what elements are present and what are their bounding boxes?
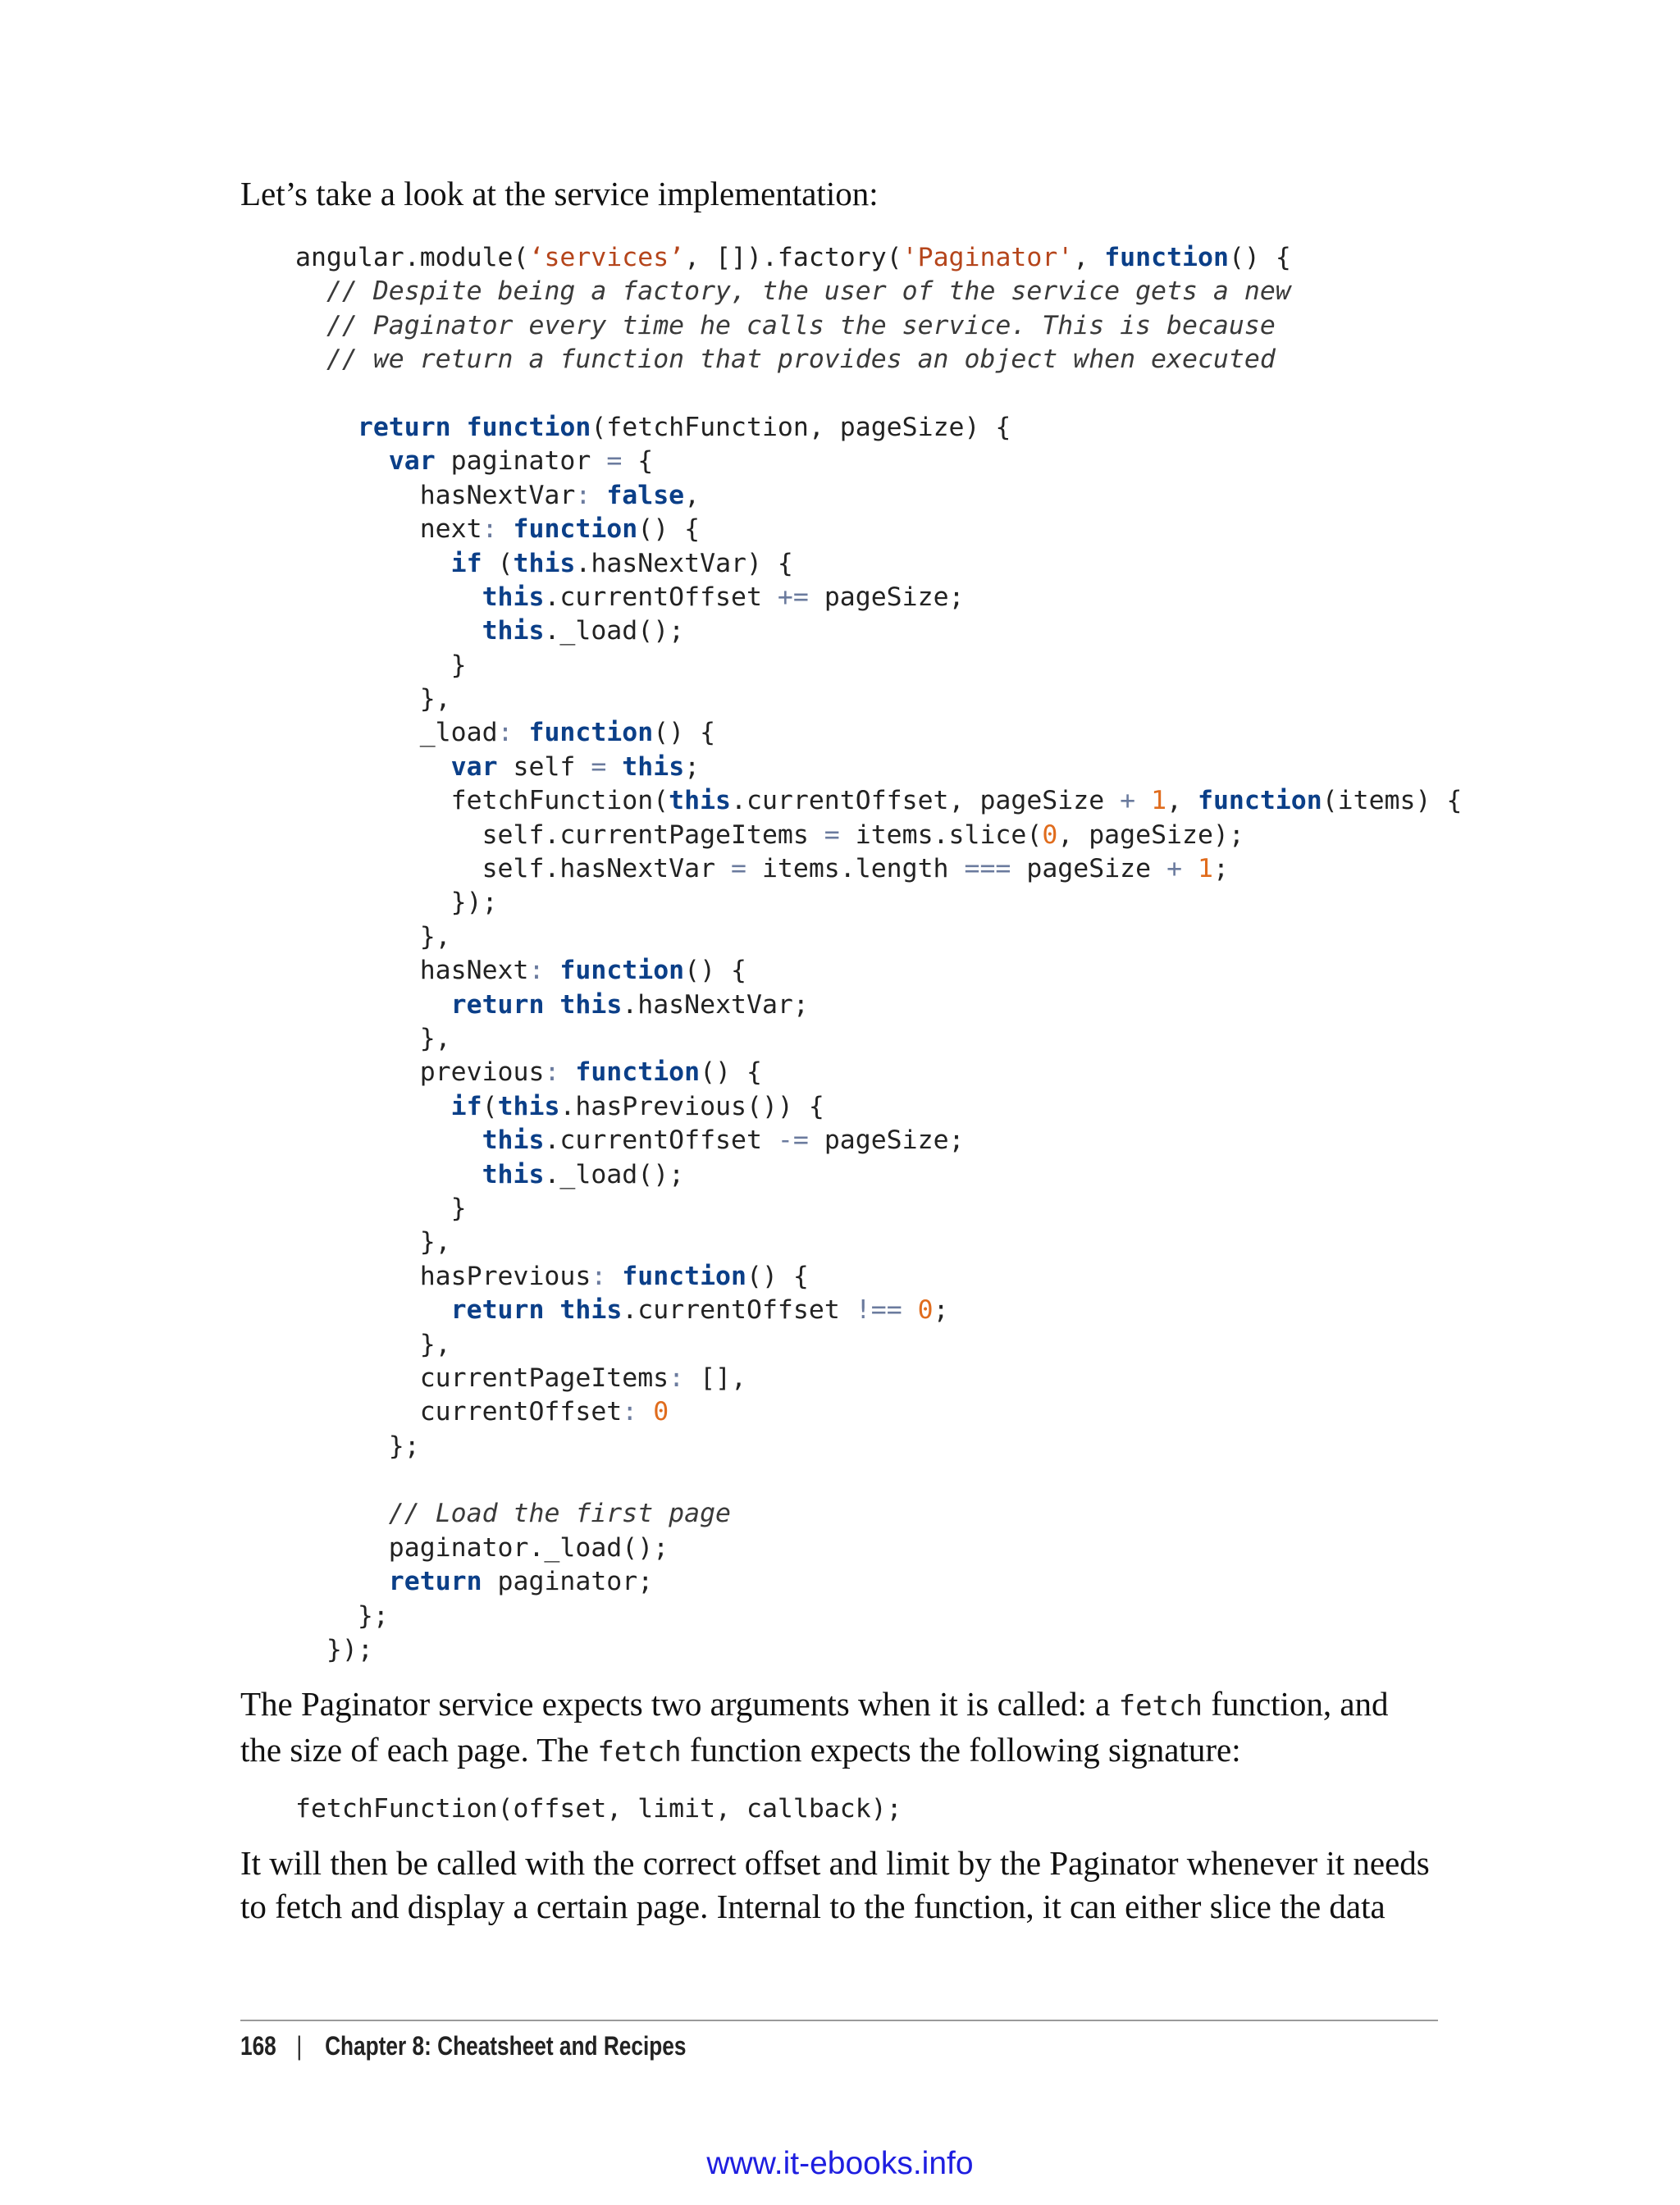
- code-line: [295, 513, 1462, 546]
- paragraph-line: to fetch and display a certain page. Internal to the function, it can either slice the data: [240, 1888, 1386, 1925]
- code-line: [295, 1362, 1462, 1395]
- page-footer: [240, 2031, 686, 2061]
- code-operator: +: [1120, 786, 1136, 816]
- code-text: [],: [684, 1363, 746, 1393]
- code-number: 1: [1198, 854, 1213, 884]
- code-line: [295, 682, 1462, 716]
- code-text: () {: [684, 956, 746, 986]
- code-number: 0: [917, 1295, 934, 1326]
- code-text: [1135, 786, 1151, 815]
- code-keyword: if: [450, 1091, 482, 1121]
- code-string: 'Paginator': [902, 243, 1074, 272]
- code-line: [295, 1565, 1462, 1599]
- code-text: [295, 1295, 451, 1325]
- code-text: ,: [684, 480, 701, 510]
- code-operator: :: [528, 956, 545, 986]
- inline-code-fetch: fetch: [597, 1736, 682, 1769]
- code-text: };: [295, 1600, 389, 1631]
- code-text: paginator;: [482, 1567, 654, 1597]
- code-text: [606, 752, 622, 782]
- code-keyword: return: [450, 1295, 545, 1326]
- code-text: },: [295, 1329, 451, 1359]
- intro-text: Let’s take a look at the service implementation:: [240, 175, 879, 212]
- code-number: 0: [1042, 819, 1058, 850]
- code-text: },: [295, 921, 451, 952]
- code-text: .currentOffset: [544, 582, 778, 612]
- code-text: [544, 1295, 559, 1325]
- code-text: .currentOffset: [622, 1295, 856, 1326]
- code-text: [451, 413, 467, 442]
- code-text: [544, 956, 559, 985]
- code-text: items.slice(: [839, 819, 1043, 850]
- code-string: ‘services’: [528, 243, 685, 272]
- code-text: hasNextVar: [295, 480, 576, 510]
- code-keyword: this: [482, 1159, 545, 1189]
- code-text: () {: [746, 1261, 809, 1291]
- code-line: [295, 1022, 1462, 1056]
- code-keyword: function: [528, 718, 654, 748]
- code-text: angular.module(: [295, 243, 529, 272]
- code-operator: !==: [855, 1295, 902, 1326]
- code-text: [295, 345, 326, 374]
- code-line: [295, 1463, 1462, 1497]
- paragraph-paginator-arguments: [240, 1682, 1438, 1774]
- code-line: [295, 1395, 1462, 1429]
- paragraph-line: It will then be called with the correct offset and limit by the Paginator whenever it needs: [240, 1844, 1430, 1882]
- code-line: [295, 1158, 1462, 1192]
- code-operator: =: [606, 446, 623, 477]
- code-text: .hasNextVar;: [622, 989, 809, 1020]
- page-number: 168: [240, 2031, 276, 2061]
- code-text: });: [295, 1635, 373, 1665]
- code-keyword: function: [622, 1261, 746, 1291]
- code-text: (: [482, 1091, 498, 1121]
- code-operator: :: [669, 1363, 685, 1393]
- code-keyword: return: [357, 412, 451, 442]
- paragraph-text: function, and: [1202, 1685, 1389, 1723]
- code-keyword: this: [669, 786, 732, 816]
- code-text: [295, 1567, 389, 1596]
- footer-separator: |: [296, 2031, 303, 2061]
- code-text: [559, 1057, 575, 1087]
- code-operator: :: [575, 480, 591, 510]
- code-line: [295, 954, 1462, 988]
- code-keyword: function: [466, 412, 591, 442]
- code-text: }: [295, 1193, 467, 1223]
- code-text: next: [295, 514, 482, 545]
- code-number: 1: [1151, 786, 1167, 816]
- code-text: (: [482, 548, 514, 578]
- code-text: self.currentPageItems: [295, 819, 824, 850]
- code-line: [295, 241, 1462, 275]
- code-text: [295, 311, 326, 340]
- code-text: .hasNextVar) {: [575, 548, 793, 578]
- code-keyword: this: [482, 1125, 545, 1156]
- code-keyword: function: [1104, 243, 1229, 272]
- code-text: [295, 1499, 389, 1528]
- inline-code-fetch: fetch: [1118, 1690, 1203, 1723]
- code-keyword: this: [513, 548, 576, 578]
- code-line: [295, 920, 1462, 954]
- code-text: ;: [1212, 854, 1229, 884]
- code-line: [295, 988, 1462, 1022]
- code-line: [295, 343, 1462, 377]
- code-text: [295, 446, 389, 476]
- code-text: [295, 990, 451, 1020]
- code-line: [295, 1090, 1462, 1124]
- signature-code: fetchFunction(offset, limit, callback);: [295, 1794, 902, 1824]
- code-text: items.length: [746, 854, 965, 884]
- code-text: [295, 1092, 451, 1121]
- code-text: fetchFunction(: [295, 786, 669, 816]
- code-line: [295, 479, 1462, 513]
- code-text: hasPrevious: [295, 1261, 591, 1291]
- code-text: .hasPrevious()) {: [559, 1091, 824, 1121]
- code-text: });: [295, 888, 498, 918]
- code-text: [1182, 854, 1198, 883]
- code-operator: ===: [964, 854, 1011, 884]
- code-text: self: [497, 751, 591, 782]
- code-line: [295, 1260, 1462, 1294]
- code-line: [295, 1430, 1462, 1463]
- code-line: [295, 784, 1462, 818]
- code-text: ,: [1166, 786, 1198, 816]
- code-text: [591, 481, 606, 510]
- code-text: hasNext: [295, 956, 529, 986]
- code-operator: +=: [777, 582, 809, 612]
- code-text: ._load();: [544, 616, 685, 646]
- code-text: }: [295, 650, 467, 680]
- code-line: [295, 1226, 1462, 1259]
- code-text: self.hasNextVar: [295, 854, 732, 884]
- code-text: currentPageItems: [295, 1363, 669, 1393]
- code-line: [295, 581, 1462, 614]
- code-keyword: this: [559, 989, 623, 1020]
- code-keyword: return: [450, 989, 545, 1020]
- code-text: {: [622, 446, 654, 477]
- code-text: (fetchFunction, pageSize) {: [591, 412, 1011, 442]
- code-text: (items) {: [1322, 786, 1463, 816]
- code-keyword: this: [482, 582, 545, 612]
- code-text: [295, 549, 451, 578]
- code-line: [295, 445, 1462, 478]
- code-keyword: false: [606, 480, 685, 510]
- code-text: .currentOffset, pageSize: [731, 786, 1121, 816]
- code-keyword: this: [622, 751, 685, 782]
- code-line: [295, 716, 1462, 750]
- code-operator: +: [1166, 854, 1183, 884]
- code-text: };: [295, 1431, 420, 1461]
- code-line: [295, 309, 1462, 343]
- code-keyword: this: [497, 1091, 560, 1121]
- paragraph-text: the size of each page. The: [240, 1731, 598, 1769]
- paragraph-text: The Paginator service expects two arguments when it is called: a: [240, 1685, 1119, 1723]
- code-operator: =: [824, 819, 840, 850]
- watermark-link[interactable]: www.it-ebooks.info: [706, 2146, 974, 2181]
- code-operator: =: [731, 854, 746, 884]
- code-text: [295, 1125, 482, 1155]
- code-operator: :: [544, 1057, 560, 1088]
- code-text: pageSize;: [808, 1125, 965, 1156]
- paragraph-fetch-behaviour: [240, 1842, 1438, 1929]
- code-text: ;: [933, 1295, 949, 1326]
- code-text: () {: [700, 1057, 762, 1088]
- code-line: [295, 819, 1462, 852]
- footer-divider: [240, 2020, 1438, 2021]
- code-text: },: [295, 1023, 451, 1053]
- code-line: [295, 1497, 1462, 1531]
- code-line: [295, 1124, 1462, 1157]
- code-operator: :: [482, 514, 498, 545]
- code-text: [295, 616, 482, 646]
- code-keyword: function: [575, 1057, 701, 1088]
- code-line: [295, 751, 1462, 784]
- code-keyword: var: [388, 446, 436, 477]
- code-line: [295, 852, 1462, 886]
- code-text: () {: [1228, 243, 1291, 272]
- code-text: [295, 413, 358, 442]
- code-keyword: function: [559, 956, 685, 986]
- code-text: pageSize;: [808, 582, 965, 612]
- code-comment: // Paginator every time he calls the service. This is because: [326, 310, 1276, 340]
- code-operator: =: [591, 751, 607, 782]
- code-comment: // Load the first page: [388, 1499, 732, 1529]
- code-comment: // Despite being a factory, the user of the service gets a new: [326, 276, 1291, 307]
- code-text: , []).factory(: [684, 243, 902, 272]
- code-text: [544, 990, 559, 1020]
- code-text: ._load();: [544, 1159, 685, 1189]
- code-text: () {: [637, 514, 701, 545]
- code-text: [498, 514, 514, 544]
- code-text: [295, 752, 451, 782]
- code-line: [295, 886, 1462, 920]
- code-keyword: function: [1197, 786, 1322, 816]
- code-operator: :: [622, 1397, 638, 1427]
- code-line: [295, 614, 1462, 648]
- code-line: [295, 1328, 1462, 1362]
- code-line: [295, 547, 1462, 581]
- code-text: ,: [1073, 243, 1105, 272]
- code-line: [295, 1532, 1462, 1565]
- code-text: [295, 276, 326, 306]
- code-text: () {: [653, 718, 716, 748]
- code-keyword: if: [450, 548, 482, 578]
- code-line: [295, 1633, 1462, 1667]
- code-text: },: [295, 684, 451, 714]
- code-line: [295, 1192, 1462, 1226]
- code-line: [295, 1056, 1462, 1089]
- code-text: .currentOffset: [544, 1125, 778, 1156]
- code-listing: [295, 241, 1462, 1667]
- code-keyword: this: [482, 616, 545, 646]
- paragraph-text: function expects the following signature:: [681, 1731, 1241, 1769]
- code-text: currentOffset: [295, 1397, 623, 1427]
- code-operator: :: [591, 1261, 607, 1291]
- code-text: , pageSize);: [1057, 819, 1244, 850]
- code-number: 0: [653, 1397, 669, 1427]
- chapter-title: Chapter 8: Cheatsheet and Recipes: [325, 2031, 687, 2061]
- code-line: [295, 1600, 1462, 1633]
- code-line: [295, 275, 1462, 308]
- code-text: [637, 1397, 653, 1427]
- code-text: },: [295, 1227, 451, 1258]
- code-text: paginator: [435, 446, 607, 477]
- code-keyword: var: [450, 751, 498, 782]
- code-text: _load: [295, 718, 498, 748]
- code-comment: // we return a function that provides an object when executed: [326, 345, 1276, 375]
- code-text: ;: [684, 751, 701, 782]
- code-keyword: function: [513, 514, 638, 545]
- code-line: [295, 377, 1462, 411]
- code-keyword: return: [388, 1567, 482, 1597]
- code-text: previous: [295, 1057, 545, 1088]
- code-text: [295, 1160, 482, 1189]
- code-line: [295, 649, 1462, 682]
- code-text: [514, 718, 529, 747]
- code-keyword: this: [559, 1295, 623, 1326]
- code-line: [295, 411, 1462, 445]
- code-text: [295, 582, 482, 612]
- code-text: paginator._load();: [295, 1532, 669, 1563]
- code-text: [902, 1295, 918, 1325]
- code-operator: -=: [777, 1125, 809, 1156]
- code-text: pageSize: [1011, 854, 1167, 884]
- code-operator: :: [497, 718, 514, 748]
- code-line: [295, 1294, 1462, 1327]
- code-text: [606, 1262, 622, 1291]
